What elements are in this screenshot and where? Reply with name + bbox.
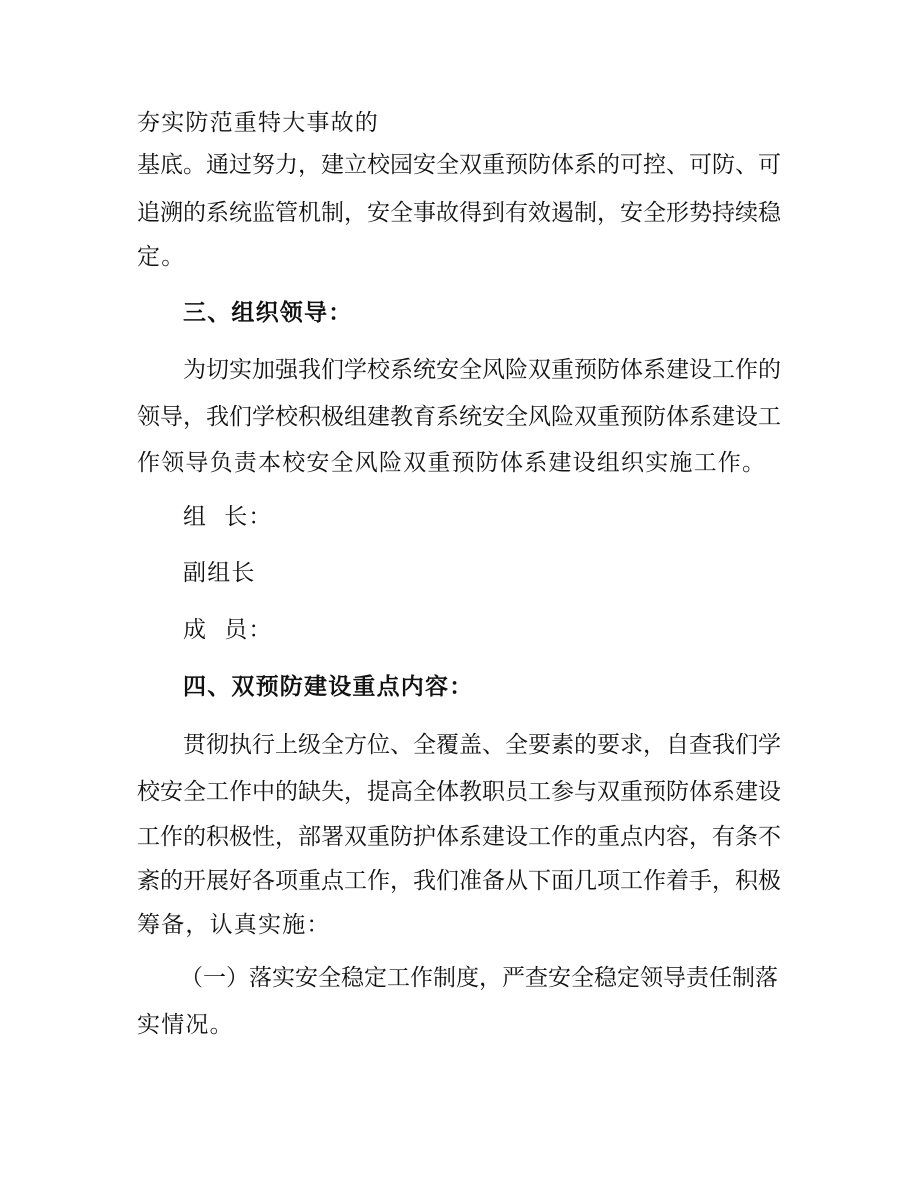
section-heading-organization: 三、组织领导： bbox=[183, 299, 353, 326]
body-line: 领导，我们学校积极组建教育系统安全风险双重预防体系建设工 bbox=[137, 404, 781, 430]
deputy-leader-label: 副组长 bbox=[183, 560, 256, 586]
body-line: 紊的开展好各项重点工作，我们准备从下面几项工作着手，积极 bbox=[137, 868, 781, 894]
body-line: 基底。通过努力，建立校园安全双重预防体系的可控、可防、可 bbox=[137, 152, 781, 178]
body-line: 追溯的系统监管机制，安全事故得到有效遏制，安全形势持续稳 bbox=[137, 200, 781, 226]
members-label: 成 员： bbox=[183, 617, 273, 643]
body-line: 贯彻执行上级全方位、全覆盖、全要素的要求，自查我们学 bbox=[183, 732, 781, 758]
body-line: 夯实防范重特大事故的 bbox=[137, 110, 379, 136]
group-leader-label: 组 长： bbox=[183, 504, 273, 530]
body-line: 校安全工作中的缺失，提高全体教职员工参与双重预防体系建设 bbox=[137, 779, 781, 805]
section-heading-key-content: 四、双预防建设重点内容： bbox=[183, 673, 474, 700]
body-line: 为切实加强我们学校系统安全风险双重预防体系建设工作的 bbox=[183, 357, 781, 383]
body-line: 实情况。 bbox=[137, 1012, 234, 1038]
body-line: 作领导负责本校安全风险双重预防体系建设组织实施工作。 bbox=[137, 450, 767, 476]
body-line: 工作的积极性，部署双重防护体系建设工作的重点内容，有条不 bbox=[137, 824, 781, 850]
subsection-item-1: （一）落实安全稳定工作制度，严查安全稳定领导责任制落 bbox=[180, 965, 778, 991]
body-line: 定。 bbox=[137, 244, 186, 270]
body-line: 筹备，认真实施： bbox=[137, 912, 331, 938]
